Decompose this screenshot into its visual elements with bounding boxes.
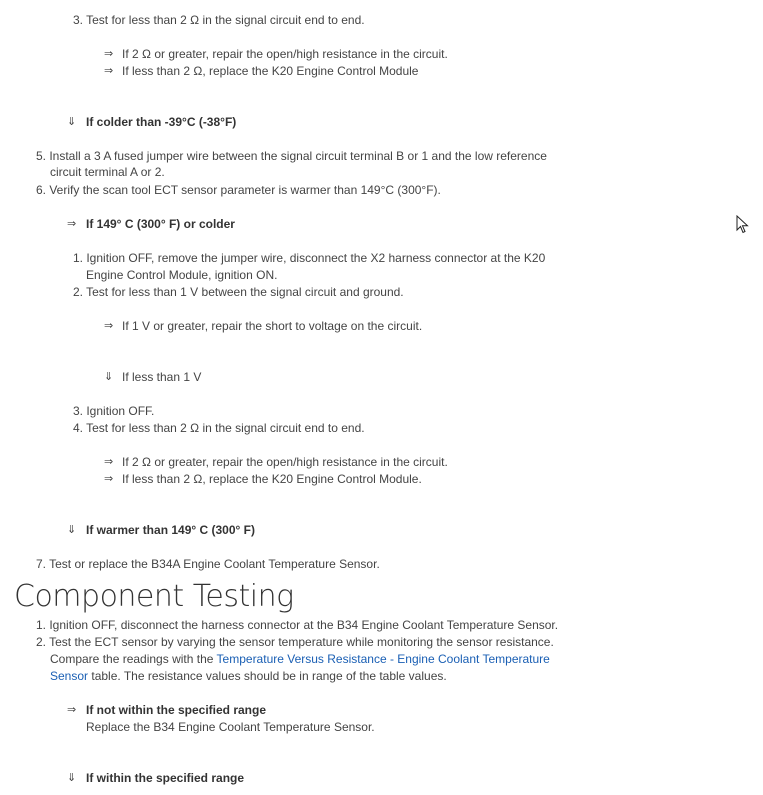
result-text: If less than 1 V [122, 370, 202, 384]
step-3: 3. Test for less than 2 Ω in the signal circuit end to end. [73, 13, 365, 27]
result-text: If 2 Ω or greater, repair the open/high resistance in the circuit. [122, 47, 448, 61]
result-text: If less than 2 Ω, replace the K20 Engine Control Module [122, 64, 419, 78]
right-arrow-icon: ⇒ [67, 218, 77, 230]
step-5-cont: circuit terminal A or 2. [50, 165, 165, 179]
right-arrow-icon: ⇒ [104, 320, 114, 332]
step-6: 6. Verify the scan tool ECT sensor parameter is warmer than 149°C (300°F). [36, 183, 441, 197]
mouse-cursor-icon [736, 215, 750, 235]
component-step-2: 2. Test the ECT sensor by varying the sensor temperature while monitoring the sensor resistance. [36, 635, 554, 649]
condition-heading: If colder than -39°C (-38°F) [86, 115, 237, 129]
down-arrow-icon: ⇓ [67, 116, 77, 128]
result-text: If 2 Ω or greater, repair the open/high resistance in the circuit. [122, 455, 448, 469]
step-5: 5. Install a 3 A fused jumper wire between the signal circuit terminal B or 1 and the low reference [36, 149, 547, 163]
component-step-1: 1. Ignition OFF, disconnect the harness connector at the B34 Engine Coolant Temperature Sensor. [36, 618, 559, 632]
right-arrow-icon: ⇒ [67, 704, 77, 716]
step-7: 7. Test or replace the B34A Engine Coolant Temperature Sensor. [36, 557, 380, 571]
down-arrow-icon: ⇓ [104, 371, 114, 383]
condition-heading: If warmer than 149° C (300° F) [86, 523, 255, 537]
result-text: If less than 2 Ω, replace the K20 Engine Control Module. [122, 472, 422, 486]
down-arrow-icon: ⇓ [67, 772, 77, 784]
substep-1: 1. Ignition OFF, remove the jumper wire, disconnect the X2 harness connector at the K20 [73, 251, 546, 265]
text: table. The resistance values should be in range of the table values. [88, 669, 447, 683]
condition-heading: If not within the specified range [86, 703, 267, 717]
table-link[interactable]: Sensor [50, 669, 89, 683]
right-arrow-icon: ⇒ [104, 65, 114, 77]
substep-2: 2. Test for less than 1 V between the signal circuit and ground. [73, 285, 404, 299]
right-arrow-icon: ⇒ [104, 456, 114, 468]
down-arrow-icon: ⇓ [67, 524, 77, 536]
right-arrow-icon: ⇒ [104, 473, 114, 485]
component-step-2-cont [50, 668, 447, 684]
action-text: Replace the B34 Engine Coolant Temperature Sensor. [86, 720, 375, 734]
result-text: If 1 V or greater, repair the short to voltage on the circuit. [122, 319, 423, 333]
table-link[interactable]: Temperature Versus Resistance - Engine Coolant Temperature [216, 652, 550, 666]
component-step-2-cont [50, 651, 550, 667]
substep-1-cont: Engine Control Module, ignition ON. [86, 268, 278, 282]
substep-4: 4. Test for less than 2 Ω in the signal circuit end to end. [73, 421, 365, 435]
right-arrow-icon: ⇒ [104, 48, 114, 60]
condition-heading: If within the specified range [86, 771, 245, 785]
condition-heading: If 149° C (300° F) or colder [86, 217, 235, 231]
text: Compare the readings with the [50, 652, 217, 666]
section-heading: Component Testing [14, 579, 294, 614]
substep-3: 3. Ignition OFF. [73, 404, 155, 418]
